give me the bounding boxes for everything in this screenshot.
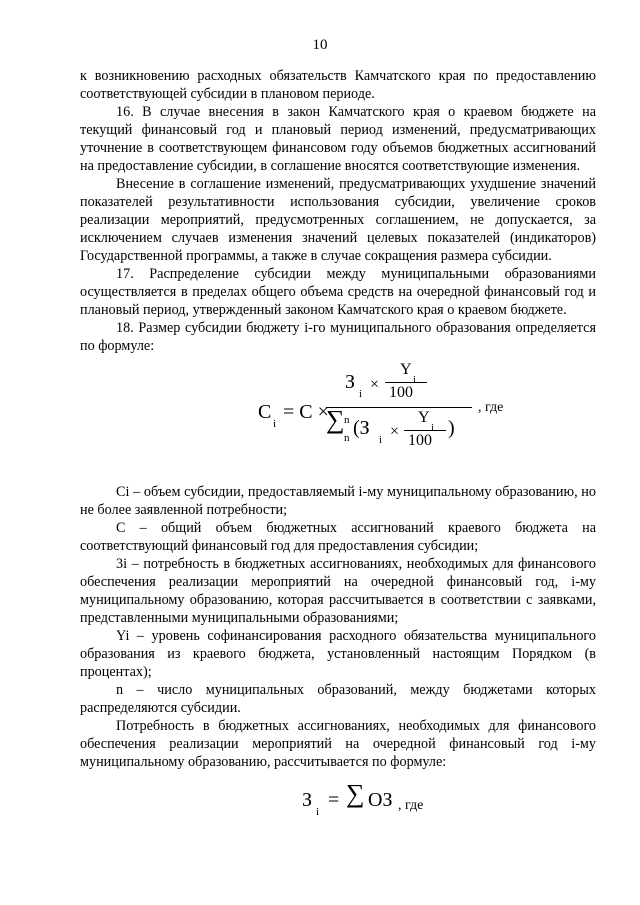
numerator-times: × xyxy=(370,376,380,393)
inner-fraction-line-bottom xyxy=(404,430,446,431)
subsidy-formula xyxy=(80,361,596,471)
formula-lhs-sub: i xyxy=(273,418,277,430)
paragraph-18: 18. Размер субсидии бюджету i-го муниципального образования определяется по формуле: xyxy=(80,320,596,354)
formula2-eq: = xyxy=(328,789,340,811)
formula2-suffix: , где xyxy=(398,798,424,813)
sum-sup: n xyxy=(344,414,350,426)
formula-eq: = C × xyxy=(283,401,329,423)
definition-ci: Ci – объем субсидии, предоставляемый i-му муниципальному образованию, но не более заявленной потребности; xyxy=(80,484,596,518)
denominator-close: ) xyxy=(448,417,455,439)
numerator-z-sub: i xyxy=(359,388,363,400)
formula2-sum: ∑ xyxy=(346,779,365,808)
sum-symbol: ∑ xyxy=(326,405,345,434)
paragraph-16: 16. В случае внесения в закон Камчатского края о краевом бюджете на текущий финансовый год и плановый период изменений, предусматривающих уточнение в соответствующем финансовом году объемов бюджетных ассигнований на предоставление субсидии, в соглашение вносятся соответствующие изменения. xyxy=(80,104,596,174)
numerator-z: З xyxy=(345,371,356,393)
paragraph-17: 17. Распределение субсидии между муниципальными образованиями осуществляется в пределах общего объема средств на очередной финансовый год и плановый период, утвержденный законом Камчатского края о краевом бюджете. xyxy=(80,266,596,318)
numerator-y: Y xyxy=(400,361,412,378)
numerator-y-sub: i xyxy=(413,374,417,386)
formula2-lhs: З xyxy=(302,789,313,811)
definition-c: С – общий объем бюджетных ассигнований краевого бюджета на соответствующий финансовый год для предоставления субсидии; xyxy=(80,520,596,554)
formula-suffix: , где xyxy=(478,400,504,415)
definition-zi: 3i – потребность в бюджетных ассигнованиях, необходимых для финансового обеспечения реализации мероприятий на очередной финансовый год, i-му муниципальному образованию, которая рассчитывается в соответствии с заявками, представленными муниципальными образованиями; xyxy=(80,556,596,626)
main-fraction-line xyxy=(326,407,472,408)
paragraph-amendments: Внесение в соглашение изменений, предусматривающих ухудшение значений показателей результативности использования субсидии, увеличение сроков реализации мероприятий, предусмотренных соглашением, не допускается, за исключением случаев изменения значений целевых показателей (индикаторов) Государственной программы, а также в случае сокращения размера субсидии. xyxy=(80,176,596,264)
definition-n: n – число муниципальных образований, между бюджетами которых распределяются субсидии. xyxy=(80,682,596,716)
paragraph-need: Потребность в бюджетных ассигнованиях, необходимых для финансового обеспечения реализации мероприятий на очередной финансовый год i-му муниципальному образованию, рассчитывается по формуле: xyxy=(80,718,596,770)
formula2-lhs-sub: i xyxy=(316,806,320,818)
denominator-times: × xyxy=(390,423,400,440)
definition-yi: Yi – уровень софинансирования расходного обязательства муниципального образования из краевого бюджета, установленный настоящим Порядком (в процентах); xyxy=(80,628,596,680)
denominator-y: Y xyxy=(418,409,430,426)
numerator-hundred: 100 xyxy=(389,384,413,401)
need-formula xyxy=(80,779,596,825)
formula-lhs: C xyxy=(258,401,272,423)
denominator-y-sub: i xyxy=(431,422,435,434)
page-number: 10 xyxy=(312,37,328,53)
sum-sub: n xyxy=(344,432,350,444)
denominator-z-sub: i xyxy=(379,434,383,446)
denominator-hundred: 100 xyxy=(408,432,432,449)
paragraph-continuation: к возникновению расходных обязательств Камчатского края по предоставлению соответствующей субсидии в плановом периоде. xyxy=(80,68,596,102)
formula2-term: ОЗ xyxy=(368,789,393,811)
document-body xyxy=(80,67,596,825)
denominator-open: (З xyxy=(353,417,370,439)
inner-fraction-line-top xyxy=(385,382,427,383)
